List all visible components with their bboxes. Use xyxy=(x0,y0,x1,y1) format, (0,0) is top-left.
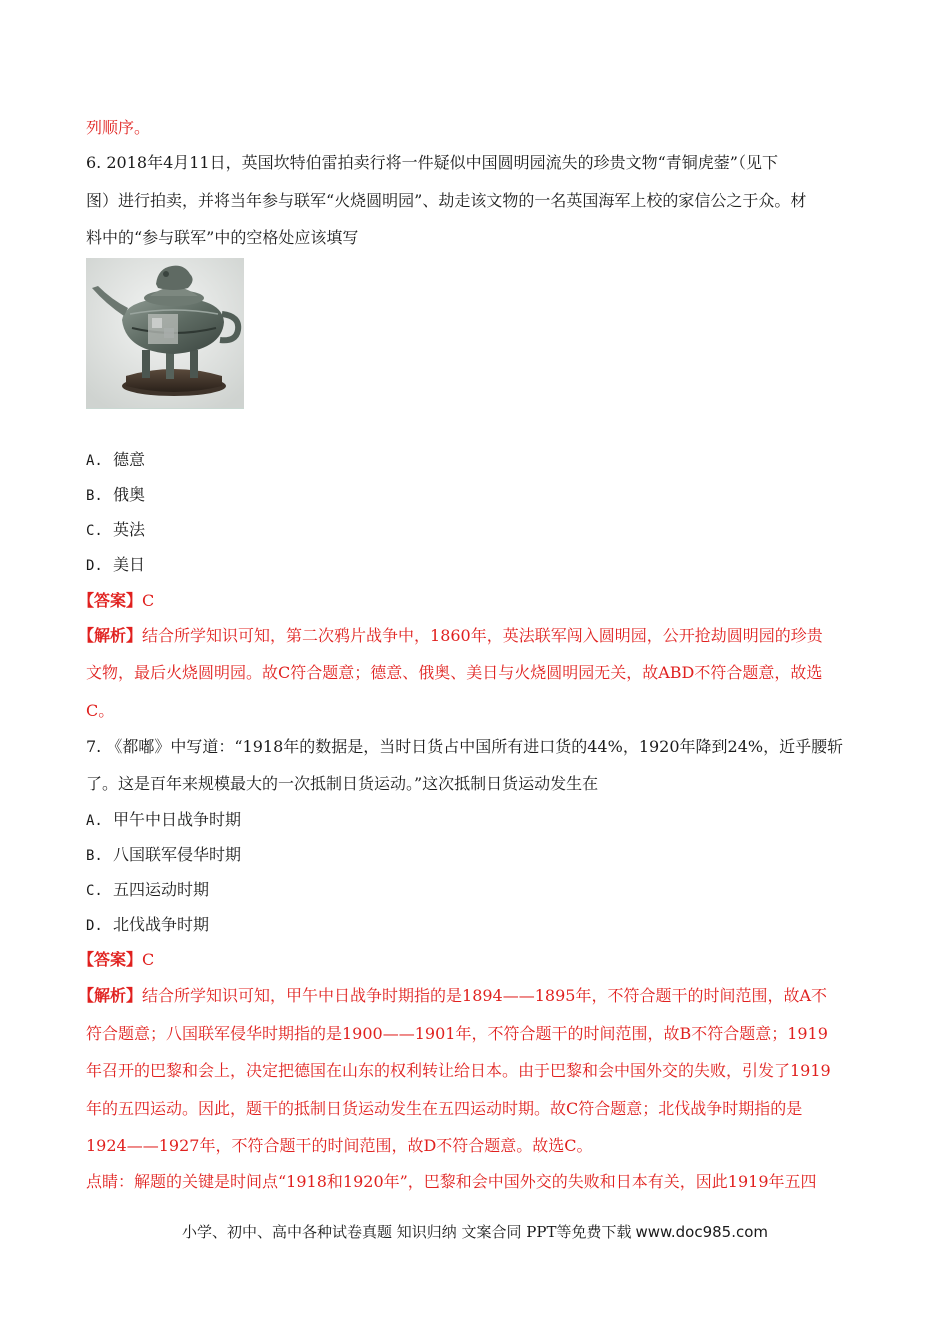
option-text: 北伐战争时期 xyxy=(113,915,210,934)
option-text: 美日 xyxy=(113,555,146,574)
q7-option-a xyxy=(86,810,241,831)
answer-label: 【答案】 xyxy=(78,950,143,969)
q6-analysis-line-3: C。 xyxy=(86,701,115,720)
q6-answer xyxy=(78,591,868,611)
option-text: 五四运动时期 xyxy=(113,880,210,899)
q6-analysis-line-1 xyxy=(78,626,868,646)
option-letter: A. xyxy=(86,453,103,469)
answer-value: C xyxy=(142,591,155,610)
q6-option-b xyxy=(86,485,145,506)
q7-analysis-line-3: 年召开的巴黎和会上，决定把德国在山东的权利转让给日本。由于巴黎和会中国外交的失败，引发了1919 xyxy=(86,1061,831,1080)
q6-option-c xyxy=(86,520,145,541)
option-letter: C. xyxy=(86,523,103,539)
option-text: 英法 xyxy=(113,520,146,539)
bronze-vessel-icon xyxy=(86,258,244,408)
q7-stem-line-1: 7. 《都嘟》中写道：“1918年的数据是，当时日货占中国所有进口货的44%，1920年降到24%，近乎腰斩 xyxy=(86,737,844,756)
option-text: 俄奥 xyxy=(113,485,146,504)
footer-site-link[interactable]: www.doc985.com xyxy=(635,1223,769,1241)
q7-option-c xyxy=(86,880,209,901)
q7-tip-line: 点睛：解题的关键是时间点“1918和1920年”，巴黎和会中国外交的失败和日本有关，因此1919年五四 xyxy=(86,1172,817,1191)
q6-option-a xyxy=(86,450,145,471)
q6-stem-line-1: 6. 2018年4月11日，英国坎特伯雷拍卖行将一件疑似中国圆明园流失的珍贵文物“青铜虎蓥”（见下 xyxy=(86,153,778,172)
option-letter: C. xyxy=(86,883,103,899)
q6-stem-line-2: 图）进行拍卖，并将当年参与联军“火烧圆明园”、劫走该文物的一名英国海军上校的家信公之于众。材 xyxy=(86,191,807,210)
analysis-text: 结合所学知识可知，第二次鸦片战争中，1860年，英法联军闯入圆明园，公开抢劫圆明园的珍贵 xyxy=(142,626,823,645)
q7-analysis-line-2: 符合题意；八国联军侵华时期指的是1900——1901年，不符合题干的时间范围，故B不符合题意；1919 xyxy=(86,1024,828,1043)
q7-option-b xyxy=(86,845,241,866)
option-letter: B. xyxy=(86,488,103,504)
option-text: 德意 xyxy=(113,450,146,469)
option-letter: D. xyxy=(86,558,103,574)
q7-analysis-line-4: 年的五四运动。因此，题干的抵制日货运动发生在五四运动时期。故C符合题意；北伐战争时期指的是 xyxy=(86,1099,803,1118)
q7-analysis-line-1 xyxy=(78,986,868,1006)
analysis-label: 【解析】 xyxy=(78,626,143,645)
q7-answer xyxy=(78,950,868,970)
answer-label: 【答案】 xyxy=(78,591,143,610)
q6-option-d xyxy=(86,555,145,576)
continuation-text: 列顺序。 xyxy=(86,118,151,137)
analysis-label: 【解析】 xyxy=(78,986,143,1005)
q7-stem-line-2: 了。这是百年来规模最大的一次抵制日货运动。”这次抵制日货运动发生在 xyxy=(86,774,599,793)
page-footer xyxy=(0,1222,950,1242)
footer-text: 小学、初中、高中各种试卷真题 知识归纳 文案合同 PPT等免费下载 xyxy=(181,1223,632,1241)
option-text: 甲午中日战争时期 xyxy=(113,810,242,829)
option-text: 八国联军侵华时期 xyxy=(113,845,242,864)
option-letter: B. xyxy=(86,848,103,864)
analysis-text: 结合所学知识可知，甲午中日战争时期指的是1894——1895年，不符合题干的时间范围，故A不 xyxy=(142,986,828,1005)
q7-option-d xyxy=(86,915,209,936)
q7-analysis-line-5: 1924——1927年，不符合题干的时间范围，故D不符合题意。故选C。 xyxy=(86,1136,593,1155)
option-letter: D. xyxy=(86,918,103,934)
q6-analysis-line-2: 文物，最后火烧圆明园。故C符合题意；德意、俄奥、美日与火烧圆明园无关，故ABD不符合题意，故选 xyxy=(86,663,823,682)
bronze-tiger-ying-photo xyxy=(86,258,244,409)
answer-value: C xyxy=(142,950,155,969)
q6-stem-line-3: 料中的“参与联军”中的空格处应该填写 xyxy=(86,228,359,247)
option-letter: A. xyxy=(86,813,103,829)
